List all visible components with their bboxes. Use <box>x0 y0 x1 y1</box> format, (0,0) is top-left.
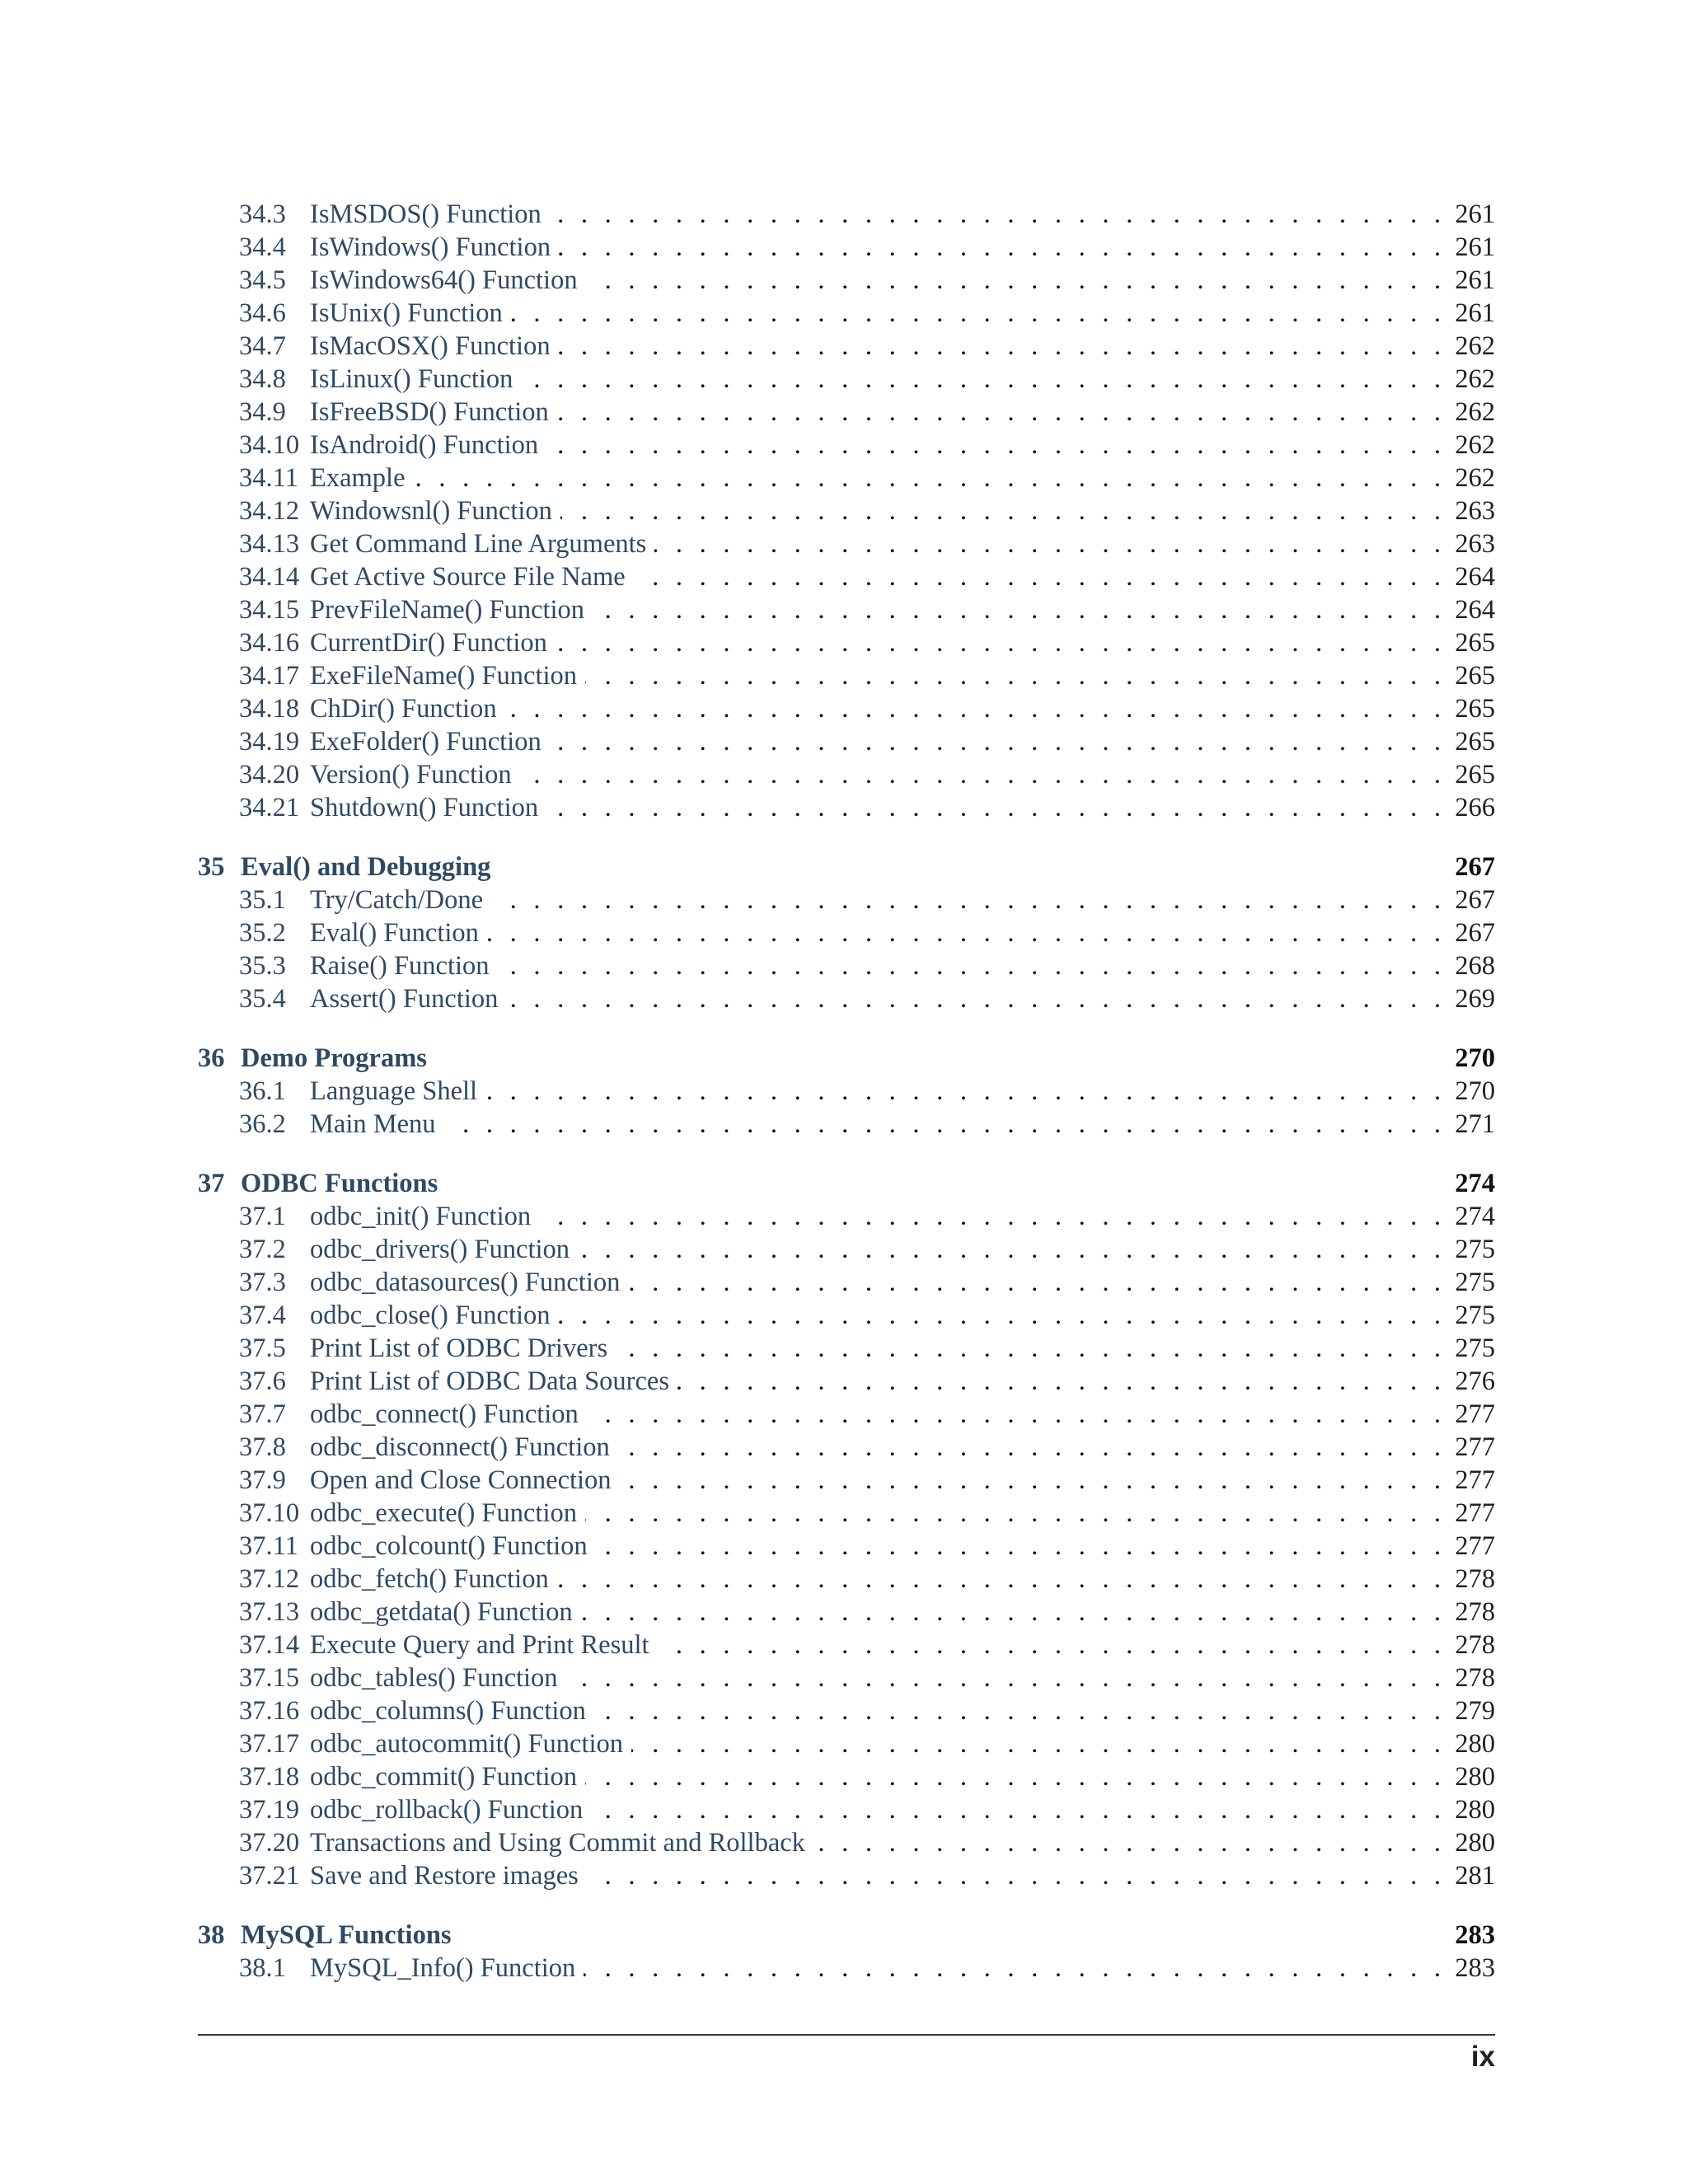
entry-number: 34.11 <box>239 463 298 493</box>
dot-leader <box>557 1563 1441 1596</box>
entry-number: 35.4 <box>239 984 286 1014</box>
entry-title-link[interactable]: Demo Programs <box>241 1043 427 1073</box>
entry-number: 36.1 <box>239 1076 286 1106</box>
dot-leader <box>628 1266 1441 1299</box>
entry-page-number: 263 <box>1455 496 1495 526</box>
entry-number: 34.18 <box>239 694 300 724</box>
dot-leader <box>678 1365 1441 1398</box>
toc-section-entry[interactable] <box>198 231 1495 264</box>
entry-number: 37.13 <box>239 1597 300 1627</box>
entry-number: 36.2 <box>239 1109 286 1139</box>
dot-leader <box>585 1760 1441 1793</box>
entry-title-link[interactable]: ODBC Functions <box>241 1169 438 1198</box>
dot-leader <box>550 198 1441 231</box>
entry-number: 34.21 <box>239 793 300 823</box>
toc-section-entry[interactable] <box>198 264 1495 297</box>
dot-leader <box>620 1464 1441 1497</box>
dot-leader <box>559 1299 1441 1332</box>
entry-number: 37.14 <box>239 1630 300 1660</box>
toc-section-entry[interactable] <box>198 949 1495 982</box>
entry-number: 37.2 <box>239 1235 286 1264</box>
dot-leader <box>557 396 1441 429</box>
toc-section-entry[interactable] <box>198 692 1495 725</box>
entry-title-link[interactable]: odbc_init() Function <box>310 1202 532 1231</box>
entry-title-link[interactable]: odbc_columns() Function <box>310 1696 586 1726</box>
entry-title-link[interactable]: Language Shell <box>310 1076 478 1106</box>
toc-section-entry[interactable] <box>198 916 1495 949</box>
dot-leader <box>585 659 1441 692</box>
entry-title-link[interactable]: Open and Close Connection <box>310 1465 612 1495</box>
entry-page-number: 262 <box>1455 430 1495 460</box>
entry-page-number: 278 <box>1455 1564 1495 1594</box>
toc-section-entry[interactable] <box>198 1952 1495 1985</box>
entry-title-link[interactable]: Example <box>310 463 406 493</box>
entry-title-link[interactable]: Save and Restore images <box>310 1861 579 1891</box>
dot-leader <box>560 494 1441 527</box>
toc-section-entry[interactable] <box>198 429 1495 462</box>
toc-section-entry[interactable] <box>198 1727 1495 1760</box>
entry-title-link[interactable]: odbc_connect() Function <box>310 1399 579 1429</box>
entry-title-link[interactable]: Main Menu <box>310 1109 436 1139</box>
dot-leader <box>594 1694 1441 1727</box>
entry-title-link[interactable]: Print List of ODBC Drivers <box>310 1333 608 1363</box>
entry-page-number: 262 <box>1455 397 1495 427</box>
entry-page-number: 267 <box>1455 885 1495 915</box>
toc-chapter-entry[interactable] <box>198 1042 1495 1075</box>
entry-page-number: 281 <box>1455 1861 1495 1891</box>
entry-page-number: 262 <box>1455 364 1495 394</box>
entry-number: 34.16 <box>239 628 300 658</box>
dot-leader <box>444 1108 1441 1141</box>
toc-section-entry[interactable] <box>198 626 1495 659</box>
entry-title-link[interactable]: IsMacOSX() Function <box>310 331 551 361</box>
entry-title-link[interactable]: PrevFileName() Function <box>310 595 585 625</box>
entry-title-link[interactable]: IsWindows() Function <box>310 232 551 262</box>
entry-title-link[interactable]: MySQL_Info() Function <box>310 1953 576 1983</box>
entry-page-number: 275 <box>1455 1268 1495 1297</box>
toc-section-entry[interactable] <box>198 560 1495 593</box>
entry-page-number: 274 <box>1455 1202 1495 1231</box>
entry-title-link[interactable]: Windowsnl() Function <box>310 496 552 526</box>
toc-section-entry[interactable] <box>198 198 1495 231</box>
entry-title-link[interactable]: Try/Catch/Done <box>310 885 484 915</box>
toc-section-entry[interactable] <box>198 396 1495 429</box>
entry-number: 34.19 <box>239 727 300 757</box>
entry-page-number: 264 <box>1455 595 1495 625</box>
dot-leader <box>559 330 1441 363</box>
entry-page-number: 277 <box>1455 1399 1495 1429</box>
dot-leader <box>498 949 1441 982</box>
entry-title-link[interactable]: odbc_rollback() Function <box>310 1795 584 1825</box>
toc-chapter-entry[interactable] <box>198 1919 1495 1952</box>
entry-number: 34.3 <box>239 199 286 229</box>
entry-number: 37.10 <box>239 1498 300 1528</box>
entry-title-link[interactable]: Execute Query and Print Result <box>310 1630 649 1660</box>
entry-number: 34.10 <box>239 430 300 460</box>
entry-number: 34.8 <box>239 364 286 394</box>
toc-section-entry[interactable] <box>198 1200 1495 1233</box>
entry-page-number: 261 <box>1455 232 1495 262</box>
entry-page-number: 265 <box>1455 727 1495 757</box>
toc-section-entry[interactable] <box>198 363 1495 396</box>
entry-number: 37 <box>198 1169 225 1198</box>
entry-title-link[interactable]: Get Active Source File Name <box>310 562 626 592</box>
entry-number: 34.7 <box>239 331 286 361</box>
entry-page-number: 280 <box>1455 1795 1495 1825</box>
entry-title-link[interactable]: odbc_drivers() Function <box>310 1235 570 1264</box>
dot-leader <box>487 916 1441 949</box>
toc-section-entry[interactable] <box>198 1793 1495 1826</box>
entry-title-link[interactable]: ExeFileName() Function <box>310 661 578 691</box>
entry-page-number: 263 <box>1455 529 1495 559</box>
toc-chapter-entry[interactable] <box>198 1167 1495 1200</box>
entry-number: 34.20 <box>239 760 300 790</box>
toc-section-entry[interactable] <box>198 462 1495 494</box>
toc-section-entry[interactable] <box>198 1530 1495 1563</box>
entry-number: 34.5 <box>239 265 286 295</box>
entry-number: 35.2 <box>239 918 286 948</box>
entry-number: 38.1 <box>239 1953 286 1983</box>
entry-title-link[interactable]: odbc_fetch() Function <box>310 1564 549 1594</box>
entry-page-number: 277 <box>1455 1465 1495 1495</box>
dot-leader <box>631 1727 1441 1760</box>
entry-number: 34.13 <box>239 529 300 559</box>
dot-leader <box>584 1952 1441 1985</box>
entry-page-number: 278 <box>1455 1597 1495 1627</box>
entry-page-number: 265 <box>1455 760 1495 790</box>
toc-section-entry[interactable] <box>198 1464 1495 1497</box>
entry-number: 34.17 <box>239 661 300 691</box>
entry-page-number: 280 <box>1455 1762 1495 1792</box>
entry-number: 37.12 <box>239 1564 300 1594</box>
entry-number: 35.1 <box>239 885 286 915</box>
entry-title-link[interactable]: IsUnix() Function <box>310 298 503 328</box>
dot-leader <box>520 758 1441 791</box>
entry-page-number: 280 <box>1455 1828 1495 1858</box>
entry-title-link[interactable]: odbc_execute() Function <box>310 1498 577 1528</box>
toc-section-entry[interactable] <box>198 1398 1495 1431</box>
entry-number: 34.9 <box>239 397 286 427</box>
dot-leader <box>559 231 1441 264</box>
dot-leader <box>634 560 1441 593</box>
entry-number: 37.1 <box>239 1202 286 1231</box>
entry-page-number: 261 <box>1455 265 1495 295</box>
entry-title-link[interactable]: Eval() and Debugging <box>241 852 491 882</box>
dot-leader <box>587 1859 1441 1892</box>
entry-number: 38 <box>198 1920 225 1950</box>
dot-leader <box>511 297 1441 330</box>
entry-page-number: 271 <box>1455 1109 1495 1139</box>
toc-section-entry[interactable] <box>198 758 1495 791</box>
toc-section-entry[interactable] <box>198 659 1495 692</box>
toc-section-entry[interactable] <box>198 791 1495 824</box>
toc-section-entry[interactable] <box>198 1497 1495 1530</box>
entry-number: 34.6 <box>239 298 286 328</box>
dot-leader <box>618 1431 1441 1464</box>
toc-section-entry[interactable] <box>198 1431 1495 1464</box>
dot-leader <box>566 1661 1441 1694</box>
entry-number: 37.20 <box>239 1828 300 1858</box>
dot-leader <box>586 264 1441 297</box>
entry-title-link[interactable]: odbc_close() Function <box>310 1301 551 1330</box>
toc-section-entry[interactable] <box>198 1299 1495 1332</box>
table-of-contents <box>198 198 1495 1985</box>
dot-leader <box>550 725 1441 758</box>
entry-title-link[interactable]: odbc_colcount() Function <box>310 1531 588 1561</box>
dot-leader <box>539 1200 1441 1233</box>
entry-number: 37.15 <box>239 1663 300 1693</box>
entry-title-link[interactable]: odbc_commit() Function <box>310 1762 578 1792</box>
entry-page-number: 267 <box>1455 918 1495 948</box>
dot-leader <box>587 1398 1441 1431</box>
entry-page-number: 280 <box>1455 1729 1495 1759</box>
entry-number: 37.18 <box>239 1762 300 1792</box>
page-number: ix <box>1470 2041 1495 2073</box>
toc-section-entry[interactable] <box>198 1859 1495 1892</box>
entry-title-link[interactable]: IsWindows64() Function <box>310 265 578 295</box>
toc-section-entry[interactable] <box>198 1233 1495 1266</box>
dot-leader <box>546 791 1441 824</box>
entry-page-number: 262 <box>1455 331 1495 361</box>
entry-page-number: 283 <box>1455 1920 1495 1950</box>
entry-title-link[interactable]: ExeFolder() Function <box>310 727 542 757</box>
dot-leader <box>505 692 1441 725</box>
toc-section-entry[interactable] <box>198 527 1495 560</box>
entry-page-number: 269 <box>1455 984 1495 1014</box>
entry-number: 35.3 <box>239 951 286 981</box>
entry-number: 37.9 <box>239 1465 286 1495</box>
entry-page-number: 265 <box>1455 661 1495 691</box>
dot-leader <box>581 1596 1441 1629</box>
toc-section-entry[interactable] <box>198 494 1495 527</box>
toc-section-entry[interactable] <box>198 1108 1495 1141</box>
entry-number: 37.5 <box>239 1333 286 1363</box>
entry-title-link[interactable]: Transactions and Using Commit and Rollback <box>310 1828 805 1858</box>
toc-section-entry[interactable] <box>198 1365 1495 1398</box>
entry-number: 37.3 <box>239 1268 286 1297</box>
entry-title-link[interactable]: IsFreeBSD() Function <box>310 397 549 427</box>
toc-section-entry[interactable] <box>198 1075 1495 1108</box>
dot-leader <box>591 1793 1441 1826</box>
entry-title-link[interactable]: odbc_datasources() Function <box>310 1268 621 1297</box>
toc-section-entry[interactable] <box>198 297 1495 330</box>
dot-leader <box>593 593 1441 626</box>
entry-number: 34.12 <box>239 496 300 526</box>
entry-title-link[interactable]: IsAndroid() Function <box>310 430 539 460</box>
entry-number: 37.4 <box>239 1301 286 1330</box>
dot-leader <box>506 982 1441 1015</box>
entry-title-link[interactable]: IsLinux() Function <box>310 364 513 394</box>
entry-title-link[interactable]: odbc_disconnect() Function <box>310 1432 610 1462</box>
dot-leader <box>585 1497 1441 1530</box>
entry-title-link[interactable]: Raise() Function <box>310 951 490 981</box>
entry-page-number: 275 <box>1455 1235 1495 1264</box>
toc-section-entry[interactable] <box>198 593 1495 626</box>
entry-title-link[interactable]: Version() Function <box>310 760 512 790</box>
entry-page-number: 274 <box>1455 1169 1495 1198</box>
entry-number: 34.14 <box>239 562 300 592</box>
toc-section-entry[interactable] <box>198 1826 1495 1859</box>
entry-title-link[interactable]: IsMSDOS() Function <box>310 199 542 229</box>
footer-rule <box>198 2034 1495 2036</box>
entry-page-number: 277 <box>1455 1498 1495 1528</box>
dot-leader <box>654 527 1441 560</box>
entry-number: 37.21 <box>239 1861 300 1891</box>
entry-page-number: 276 <box>1455 1366 1495 1396</box>
toc-section-entry[interactable] <box>198 982 1495 1015</box>
toc-section-entry[interactable] <box>198 1661 1495 1694</box>
toc-section-entry[interactable] <box>198 1332 1495 1365</box>
toc-section-entry[interactable] <box>198 1596 1495 1629</box>
entry-page-number: 265 <box>1455 694 1495 724</box>
toc-section-entry[interactable] <box>198 1629 1495 1661</box>
entry-page-number: 264 <box>1455 562 1495 592</box>
entry-title-link[interactable]: MySQL Functions <box>241 1920 452 1950</box>
toc-section-entry[interactable] <box>198 1694 1495 1727</box>
entry-number: 37.7 <box>239 1399 286 1429</box>
entry-number: 34.4 <box>239 232 286 262</box>
dot-leader <box>596 1530 1441 1563</box>
dot-leader <box>546 429 1441 462</box>
entry-number: 37.11 <box>239 1531 298 1561</box>
entry-title-link[interactable]: Shutdown() Function <box>310 793 539 823</box>
entry-title-link[interactable]: CurrentDir() Function <box>310 628 547 658</box>
dot-leader <box>485 1075 1441 1108</box>
toc-section-entry[interactable] <box>198 330 1495 363</box>
dot-leader <box>521 363 1441 396</box>
toc-section-entry[interactable] <box>198 725 1495 758</box>
dot-leader <box>556 626 1441 659</box>
entry-number: 37.16 <box>239 1696 300 1726</box>
dot-leader <box>414 462 1441 494</box>
dot-leader <box>814 1826 1441 1859</box>
entry-number: 34.15 <box>239 595 300 625</box>
entry-title-link[interactable]: odbc_tables() Function <box>310 1663 558 1693</box>
entry-number: 37.19 <box>239 1795 300 1825</box>
dot-leader <box>616 1332 1441 1365</box>
entry-title-link[interactable]: odbc_autocommit() Function <box>310 1729 624 1759</box>
entry-title-link[interactable]: Get Command Line Arguments <box>310 529 647 559</box>
dot-leader <box>491 883 1441 916</box>
entry-number: 37.6 <box>239 1366 286 1396</box>
toc-section-entry[interactable] <box>198 1266 1495 1299</box>
entry-title-link[interactable]: odbc_getdata() Function <box>310 1597 573 1627</box>
entry-page-number: 261 <box>1455 298 1495 328</box>
entry-title-link[interactable]: Print List of ODBC Data Sources <box>310 1366 670 1396</box>
toc-section-entry[interactable] <box>198 883 1495 916</box>
toc-section-entry[interactable] <box>198 1563 1495 1596</box>
entry-page-number: 268 <box>1455 951 1495 981</box>
entry-title-link[interactable]: ChDir() Function <box>310 694 497 724</box>
entry-page-number: 283 <box>1455 1953 1495 1983</box>
entry-page-number: 262 <box>1455 463 1495 493</box>
entry-page-number: 265 <box>1455 628 1495 658</box>
entry-page-number: 270 <box>1455 1076 1495 1106</box>
entry-page-number: 275 <box>1455 1301 1495 1330</box>
entry-page-number: 279 <box>1455 1696 1495 1726</box>
toc-chapter-entry[interactable] <box>198 851 1495 883</box>
entry-title-link[interactable]: Eval() Function <box>310 918 479 948</box>
entry-page-number: 275 <box>1455 1333 1495 1363</box>
entry-number: 35 <box>198 852 225 882</box>
dot-leader <box>658 1629 1441 1661</box>
entry-page-number: 277 <box>1455 1531 1495 1561</box>
entry-page-number: 277 <box>1455 1432 1495 1462</box>
entry-page-number: 267 <box>1455 852 1495 882</box>
entry-page-number: 266 <box>1455 793 1495 823</box>
entry-page-number: 270 <box>1455 1043 1495 1073</box>
entry-title-link[interactable]: Assert() Function <box>310 984 499 1014</box>
dot-leader <box>578 1233 1441 1266</box>
toc-section-entry[interactable] <box>198 1760 1495 1793</box>
entry-page-number: 261 <box>1455 199 1495 229</box>
entry-number: 37.8 <box>239 1432 286 1462</box>
entry-page-number: 278 <box>1455 1630 1495 1660</box>
entry-number: 36 <box>198 1043 225 1073</box>
entry-page-number: 278 <box>1455 1663 1495 1693</box>
entry-number: 37.17 <box>239 1729 300 1759</box>
